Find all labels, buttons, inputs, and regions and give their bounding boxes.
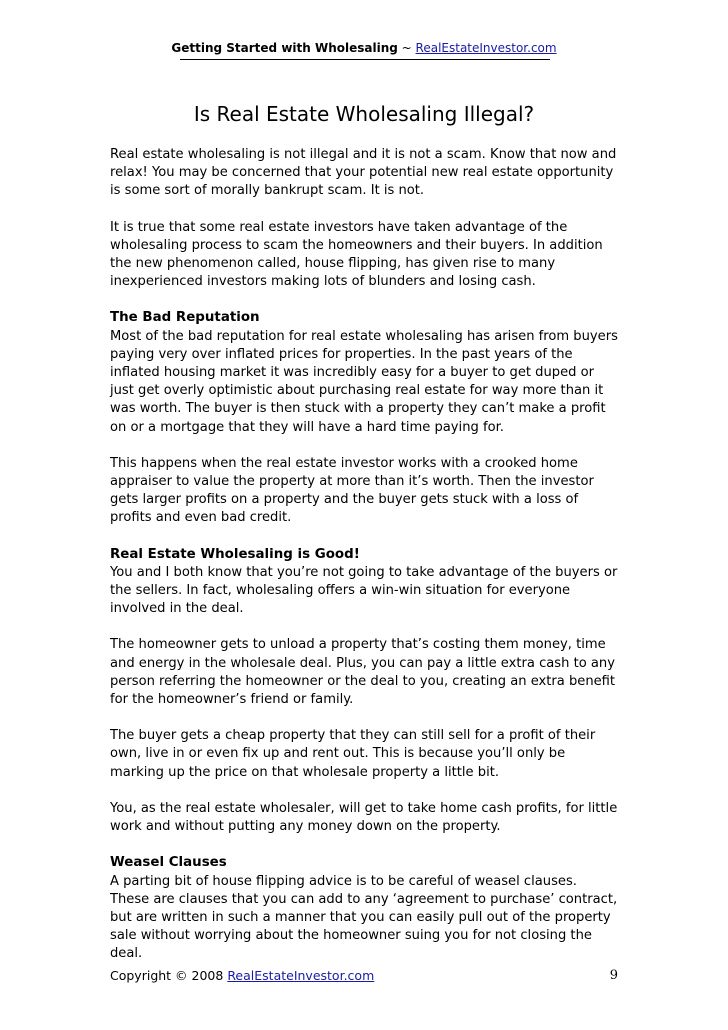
header-separator: ~ bbox=[397, 41, 416, 55]
section-heading-weasel-clauses: Weasel Clauses bbox=[110, 855, 227, 871]
section-paragraph: A parting bit of house flipping advice is to be careful of weasel clauses. These are clauses that you can add to any ‘agreement to purchase’ contract, but are written in such a manner that you can easily pull out of the property sale without worrying about the homeowner suing you for not closing the deal. bbox=[110, 873, 618, 962]
intro-paragraph: Real estate wholesaling is not illegal and it is not a scam. Know that now and relax! You may be concerned that your potential new real estate opportunity is some sort of morally bankrupt scam. It is not. bbox=[110, 147, 617, 199]
section-paragraph: You, as the real estate wholesaler, will get to take home cash profits, for little work and without putting any money down on the property. bbox=[110, 800, 618, 835]
article-body bbox=[110, 146, 620, 982]
footer-site-link[interactable]: RealEstateInvestor.com bbox=[227, 968, 375, 983]
section-heading-bad-reputation: The Bad Reputation bbox=[110, 310, 260, 326]
section-paragraph: The homeowner gets to unload a property that’s costing them money, time and energy in the wholesale deal. Plus, you can pay a little extra cash to any person referring the homeowner or the deal to you, creating an extra benefit for the homeowner’s friend or family. bbox=[110, 637, 616, 708]
intro-paragraph: It is true that some real estate investors have taken advantage of the wholesaling process to scam the homeowners and their buyers. In addition the new phenomenon called, house flipping, has given rise to many inexperienced investors making lots of blunders and losing cash. bbox=[110, 219, 603, 290]
section-paragraph: This happens when the real estate investor works with a crooked home appraiser to value the property at more than it’s worth. Then the investor gets larger profits on a property and the buyer gets stuck with a loss of profits and even bad credit. bbox=[110, 455, 594, 526]
section-heading-wholesaling-good: Real Estate Wholesaling is Good! bbox=[110, 546, 360, 562]
page-footer bbox=[110, 968, 618, 984]
header-title: Getting Started with Wholesaling bbox=[171, 41, 398, 55]
section-paragraph: The buyer gets a cheap property that they can still sell for a profit of their own, live in or even fix up and rent out. This is because you’ll only be marking up the price on that wholesale property a little bit. bbox=[110, 728, 596, 780]
section-paragraph: You and I both know that you’re not going to take advantage of the buyers or the sellers. In fact, wholesaling offers a win-win situation for everyone involved in the deal. bbox=[110, 564, 618, 617]
page-title: Is Real Estate Wholesaling Illegal? bbox=[193, 102, 535, 127]
footer-copyright: Copyright © 2008 bbox=[110, 968, 228, 983]
page-number: 9 bbox=[609, 968, 618, 983]
section-paragraph: Most of the bad reputation for real estate wholesaling has arisen from buyers paying very over inflated prices for properties. In the past years of the inflated housing market it was incredibly easy for a buyer to get duped or just get overly optimistic about purchasing real estate for way more than it was worth. The buyer is then stuck with a property they can’t make a profit on or a mortgage that they will have a hard time paying for. bbox=[110, 328, 618, 435]
header-site-link[interactable]: RealEstateInvestor.com bbox=[415, 41, 557, 55]
header-rule bbox=[180, 59, 550, 60]
page-header bbox=[0, 40, 728, 56]
